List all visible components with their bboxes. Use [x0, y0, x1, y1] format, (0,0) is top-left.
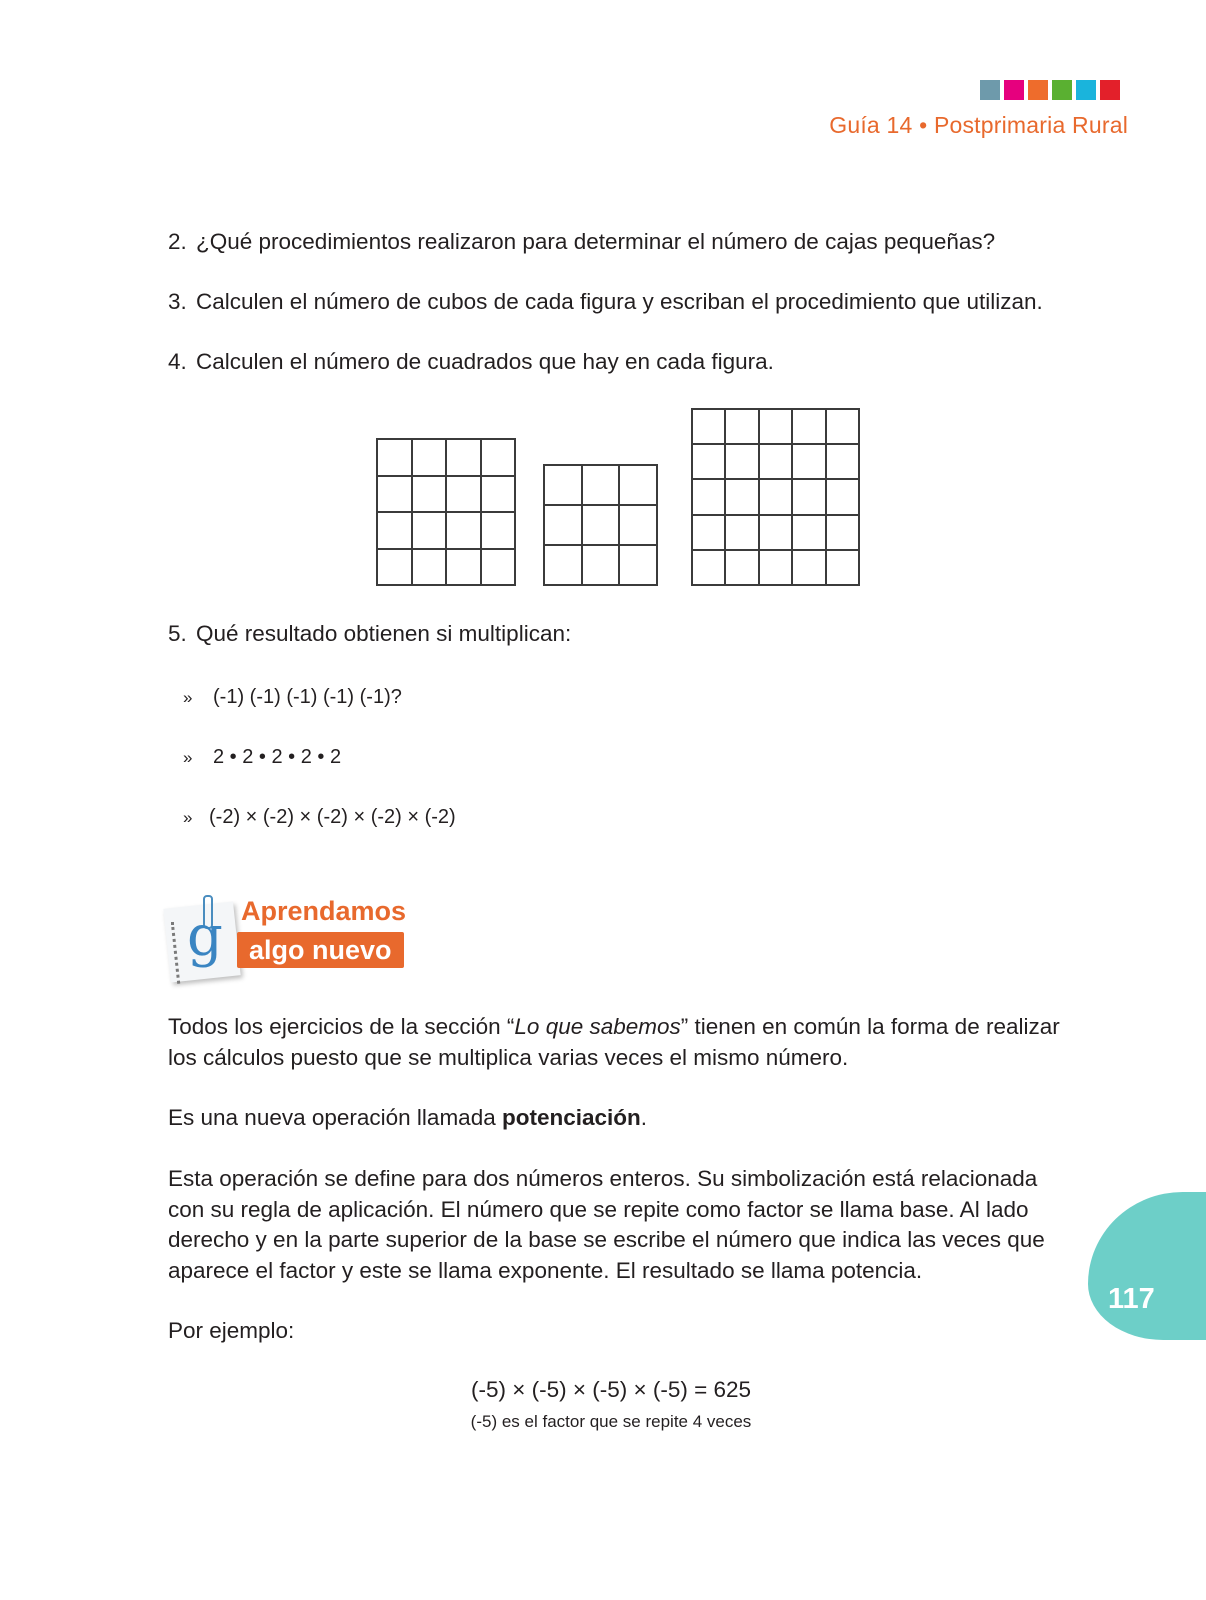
- grid-figure-5x5: [691, 408, 860, 586]
- grid-cell: [826, 515, 859, 550]
- color-square: [1052, 80, 1072, 100]
- grid-cell: [446, 549, 481, 586]
- color-square: [1100, 80, 1120, 100]
- question-text: Calculen el número de cuadrados que hay en cada figura.: [196, 349, 774, 374]
- grid-cell: [792, 479, 825, 514]
- grid-cell: [619, 545, 657, 585]
- grid-cell: [582, 505, 620, 545]
- grid-cell: [544, 545, 582, 585]
- section-reference: Lo que sabemos: [514, 1014, 681, 1039]
- question-number: 3.: [168, 289, 187, 314]
- question-5: [168, 620, 571, 648]
- grid-cell: [725, 479, 758, 514]
- grid-cell: [481, 549, 516, 586]
- grid-cell: [759, 444, 792, 479]
- program-label: Postprimaria Rural: [933, 112, 1128, 138]
- grid-cell: [826, 409, 859, 444]
- bullet-mark: »: [183, 808, 193, 827]
- guide-header: [829, 112, 1128, 139]
- bullet-text: (-1) (-1) (-1) (-1) (-1)?: [213, 686, 402, 708]
- page-number: 117: [1108, 1283, 1155, 1315]
- grid-cell: [446, 476, 481, 513]
- bullet-text: (-2) × (-2) × (-2) × (-2) × (-2): [209, 806, 456, 828]
- key-term: potenciación: [501, 1105, 641, 1130]
- guide-label: Guía 14: [829, 112, 913, 138]
- grid-cell: [725, 515, 758, 550]
- section-badge: [165, 895, 425, 985]
- letter-g-icon: g: [187, 904, 223, 969]
- question-number: 5.: [168, 621, 187, 646]
- grid-cell: [692, 479, 725, 514]
- grid-figure-3x3: [543, 464, 658, 586]
- question-text: Calculen el número de cubos de cada figura y escriban el procedimiento que utilizan.: [196, 289, 1043, 314]
- paragraph-text: Es una nueva operación llamada: [168, 1105, 502, 1130]
- bullet-item: [183, 684, 402, 711]
- page-number-tab: [1088, 1192, 1206, 1340]
- grid-cell: [725, 550, 758, 585]
- header-separator: •: [919, 112, 928, 138]
- grid-cell: [692, 515, 725, 550]
- grid-cell: [826, 479, 859, 514]
- color-square: [1004, 80, 1024, 100]
- paragraph-text: .: [640, 1105, 648, 1130]
- grid-cell: [619, 465, 657, 505]
- spiral-holes: [171, 921, 186, 984]
- bullet-item: [183, 744, 341, 771]
- grid-cell: [692, 409, 725, 444]
- grid-cell: [759, 479, 792, 514]
- bullet-text: 2 • 2 • 2 • 2 • 2: [213, 746, 342, 768]
- color-square: [1076, 80, 1096, 100]
- grid-cell: [377, 512, 412, 549]
- grid-cell: [582, 465, 620, 505]
- grid-cell: [412, 549, 447, 586]
- example-equation: (-5) × (-5) × (-5) × (-5) = 625: [470, 1377, 752, 1402]
- grid-cell: [481, 439, 516, 476]
- question-text: Qué resultado obtienen si multiplican:: [196, 621, 572, 646]
- color-square: [1028, 80, 1048, 100]
- grid-cell: [826, 444, 859, 479]
- paragraph-intro: [168, 1012, 1068, 1073]
- bullet-mark: »: [183, 688, 193, 707]
- grid-cell: [412, 512, 447, 549]
- question-number: 4.: [168, 349, 187, 374]
- question-3: [168, 288, 1043, 316]
- grid-cell: [619, 505, 657, 545]
- paragraph-example-intro: Por ejemplo:: [168, 1318, 295, 1343]
- question-4: [168, 348, 774, 376]
- grid-cell: [692, 550, 725, 585]
- grid-cell: [377, 549, 412, 586]
- grid-cell: [446, 512, 481, 549]
- bullet-mark: »: [183, 748, 193, 767]
- grid-cell: [446, 439, 481, 476]
- grid-cell: [792, 409, 825, 444]
- paragraph-definition: [168, 1103, 1068, 1134]
- grid-cell: [544, 505, 582, 545]
- grid-cell: [759, 409, 792, 444]
- section-title-line1: Aprendamos: [241, 896, 407, 926]
- grid-cell: [792, 550, 825, 585]
- grid-figure-4x4: [376, 438, 516, 586]
- grid-cell: [377, 439, 412, 476]
- question-number: 2.: [168, 229, 187, 254]
- grid-cell: [725, 409, 758, 444]
- grid-cell: [412, 439, 447, 476]
- bullet-item: [183, 804, 456, 831]
- grid-cell: [481, 512, 516, 549]
- grid-cell: [582, 545, 620, 585]
- grid-cell: [792, 515, 825, 550]
- paragraph-explanation: Esta operación se define para dos números enteros. Su simbolización está relacionada con su regla de aplicación. El número que se repite como factor se llama base. Al lado derecho y en la parte superior de la base se escribe el número que indica las veces que aparece el factor y este se llama exponente. El resultado se llama potencia.: [168, 1166, 1045, 1283]
- grid-cell: [759, 515, 792, 550]
- grid-cell: [544, 465, 582, 505]
- color-square: [980, 80, 1000, 100]
- question-text: ¿Qué procedimientos realizaron para determinar el número de cajas pequeñas?: [196, 229, 996, 254]
- grid-cell: [377, 476, 412, 513]
- color-strip: [980, 80, 1120, 100]
- grid-cell: [481, 476, 516, 513]
- grid-cell: [412, 476, 447, 513]
- section-title-line2: algo nuevo: [237, 932, 404, 968]
- grid-cell: [826, 550, 859, 585]
- grid-cell: [792, 444, 825, 479]
- grid-cell: [725, 444, 758, 479]
- grid-cell: [759, 550, 792, 585]
- example-note: (-5) es el factor que se repite 4 veces: [470, 1412, 752, 1431]
- paragraph-text: ” tienen en común la forma de realizar los cálculos puesto que se multiplica varias veces el mismo número.: [168, 1014, 1060, 1070]
- paragraph-text: Todos los ejercicios de la sección “: [168, 1014, 515, 1039]
- grid-cell: [692, 444, 725, 479]
- question-2: [168, 228, 995, 256]
